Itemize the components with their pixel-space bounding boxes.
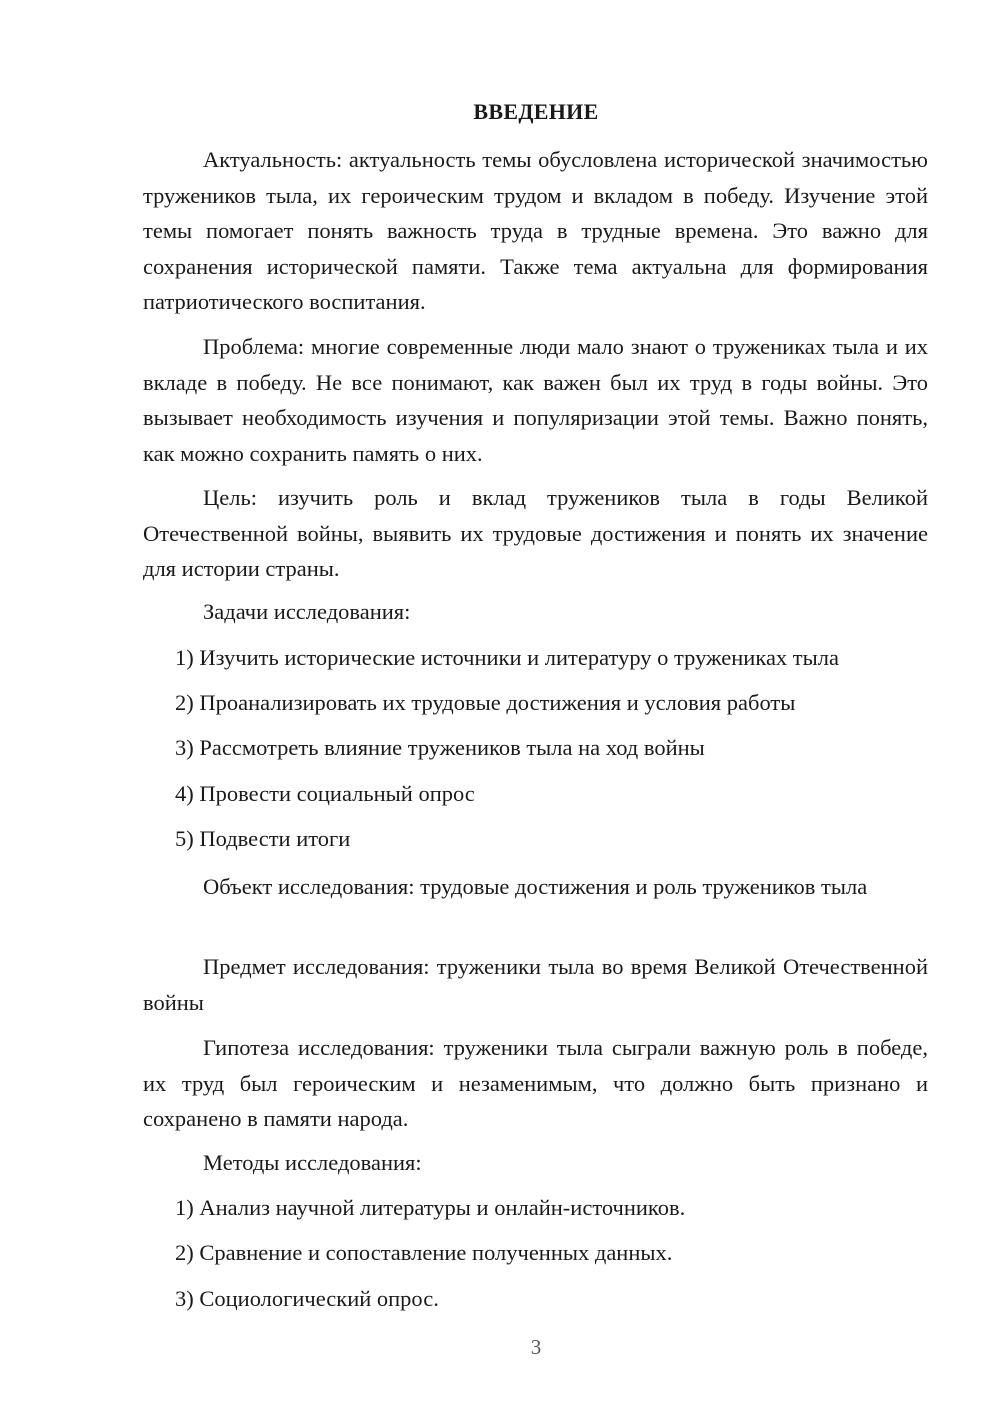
list-item: 1) Анализ научной литературы и онлайн-источников. xyxy=(175,1195,686,1220)
object-paragraph: Объект исследования: трудовые достижения и роль тружеников тыла xyxy=(203,874,868,899)
tasks-heading: Задачи исследования: xyxy=(203,599,411,624)
problem-paragraph: Проблема: многие современные люди мало знают о тружениках тыла и их вкладе в победу. Не все понимают, как важен был их труд в годы войны. Это вызывает необходимость изучения и популяризации этой темы. Важно понять, как можно сохранить память о них. xyxy=(143,334,928,466)
list-item: 4) Провести социальный опрос xyxy=(175,781,475,806)
hypothesis-paragraph: Гипотеза исследования: труженики тыла сыграли важную роль в победе, их труд был героическим и незаменимым, что должно быть признано и сохранено в памяти народа. xyxy=(143,1035,928,1131)
methods-heading: Методы исследования: xyxy=(203,1150,422,1175)
list-item: 1) Изучить исторические источники и литературу о тружениках тыла xyxy=(175,645,839,670)
subject-paragraph: Предмет исследования: труженики тыла во время Великой Отечественной войны xyxy=(143,954,928,1015)
list-item: 5) Подвести итоги xyxy=(175,826,351,851)
list-item: 2) Проанализировать их трудовые достижения и условия работы xyxy=(175,690,796,715)
list-item: 3) Социологический опрос. xyxy=(175,1286,439,1311)
page-title: ВВЕДЕНИЕ xyxy=(473,99,599,124)
goal-paragraph: Цель: изучить роль и вклад тружеников тыла в годы Великой Отечественной войны, выявить их трудовые достижения и понять их значение для истории страны. xyxy=(143,485,928,581)
page-number: 3 xyxy=(530,1335,542,1359)
relevance-paragraph: Актуальность: актуальность темы обусловлена исторической значимостью тружеников тыла, их героическим трудом и вкладом в победу. Изучение этой темы помогает понять важность труда в трудные времена. Это важно для сохранения исторической памяти. Также тема актуальна для формирования патриотического воспитания. xyxy=(143,147,928,314)
list-item: 2) Сравнение и сопоставление полученных данных. xyxy=(175,1240,673,1265)
list-item: 3) Рассмотреть влияние тружеников тыла на ход войны xyxy=(175,735,705,760)
